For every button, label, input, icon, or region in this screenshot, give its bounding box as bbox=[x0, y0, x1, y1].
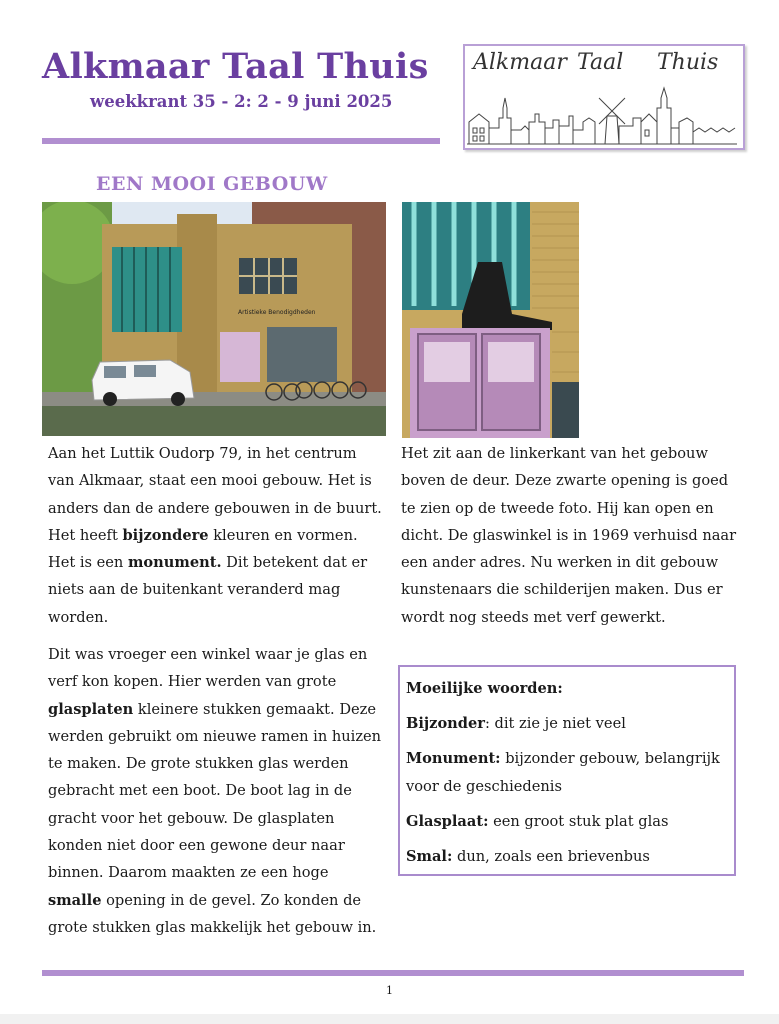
vocabulary-item: Monument: bijzonder gebouw, belangrijk voor de geschiedenis bbox=[406, 750, 720, 795]
highlighted-term: glasplaten bbox=[48, 700, 134, 718]
vocabulary-box bbox=[398, 665, 736, 876]
logo-word-taal: Taal bbox=[577, 50, 624, 75]
highlighted-term: smalle bbox=[48, 891, 102, 909]
newsletter-title: Alkmaar Taal Thuis bbox=[42, 46, 429, 87]
skyline-icon bbox=[465, 78, 739, 146]
text-run: opening in de gevel. Zo konden de grote stukken glas makkelijk het gebouw in. bbox=[48, 891, 377, 936]
article-paragraph-1 bbox=[48, 440, 384, 631]
logo-word-alkmaar: Alkmaar bbox=[473, 50, 567, 75]
photo-building-front bbox=[42, 202, 386, 436]
text-run: kleuren en vormen. Het is een bbox=[48, 526, 358, 572]
footer-divider bbox=[42, 970, 744, 976]
issue-subtitle: weekkrant 35 - 2: 2 - 9 juni 2025 bbox=[90, 92, 393, 111]
text-run: Dit betekent dat er niets aan de buitenkant veranderd mag worden. bbox=[48, 554, 368, 626]
shop-sign: Artistieke Benodigdheden bbox=[238, 309, 316, 316]
article-heading: EEN MOOI GEBOUW bbox=[96, 173, 328, 195]
highlighted-term: bijzondere bbox=[122, 526, 209, 544]
vocabulary-item: Smal: dun, zoals een brievenbus bbox=[406, 848, 650, 865]
logo bbox=[463, 44, 745, 150]
article-paragraph-2 bbox=[48, 641, 384, 941]
logo-word-thuis: Thuis bbox=[657, 50, 719, 75]
highlighted-term: monument. bbox=[127, 554, 222, 572]
vocabulary-heading: Moeilijke woorden: bbox=[406, 680, 563, 697]
text-run: Dit was vroeger een winkel waar je glas en verf kon kopen. Hier werden van grote bbox=[48, 646, 368, 691]
photo-building-door bbox=[402, 202, 579, 438]
vocabulary-item: Glasplaat: een groot stuk plat glas bbox=[406, 813, 669, 830]
page-number: 1 bbox=[386, 984, 393, 997]
page-edge bbox=[0, 1014, 779, 1024]
header-divider bbox=[42, 138, 440, 144]
building-front-illustration bbox=[42, 202, 386, 436]
article-paragraph-3: Het zit aan de linkerkant van het gebouw boven de deur. Deze zwarte opening is goed te zien op de tweede foto. Hij kan open en dicht. De glaswinkel is in 1969 verhuisd naar een ander adres. Nu werken in dit gebouw kunstenaars die schilderijen maken. Dus er wordt nog steeds met verf gewerkt. bbox=[401, 445, 737, 626]
text-run: kleinere stukken gemaakt. Deze werden gebruikt om nieuwe ramen in huizen te maken. De grote stukken glas werden gebracht met een boot. De boot lag in de gracht voor het gebouw. De glasplaten konden niet door een gewone deur naar binnen. Daarom maakten ze een hoge bbox=[48, 700, 382, 882]
vocabulary-item: Bijzonder: dit zie je niet veel bbox=[406, 715, 626, 732]
building-door-illustration bbox=[402, 202, 579, 438]
text-run: Aan het Luttik Oudorp 79, in het centrum van Alkmaar, staat een mooi gebouw. Het is anders dan de andere gebouwen in de buurt. Het heeft bbox=[48, 445, 382, 544]
